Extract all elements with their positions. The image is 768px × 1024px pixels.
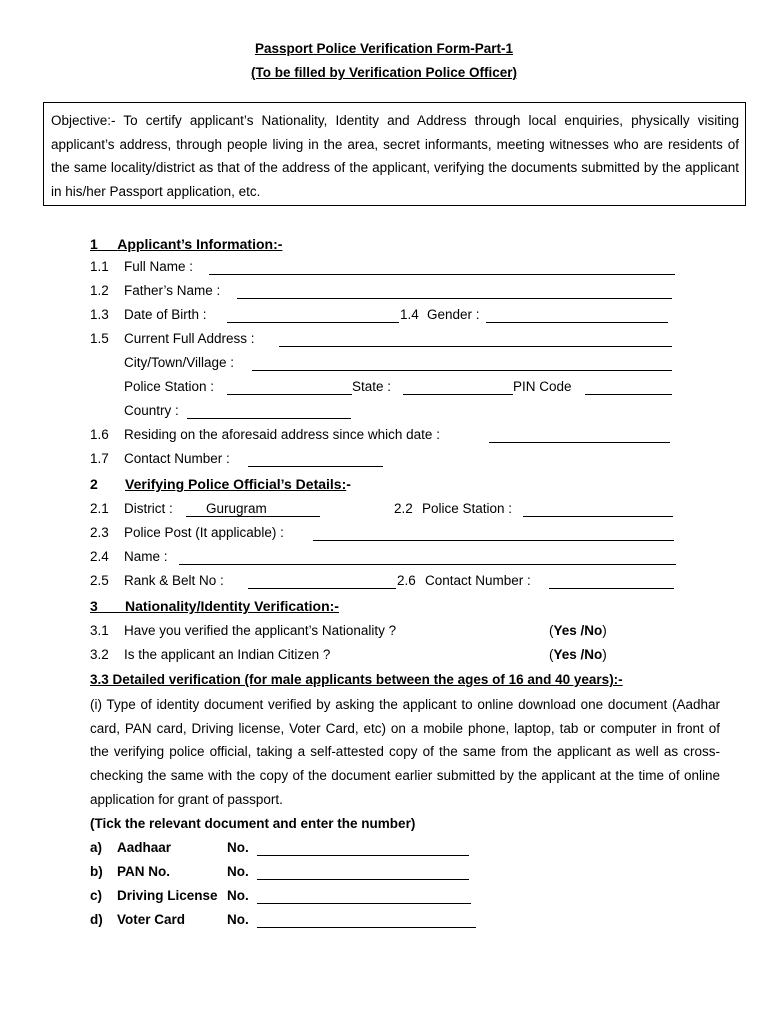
full-name-label: Full Name : (124, 259, 194, 274)
state-label: State : (352, 379, 392, 394)
police-station-label: Police Station : (124, 379, 215, 394)
pin-code-input-line[interactable] (585, 394, 672, 395)
district-value: Gurugram (206, 501, 267, 516)
field-num-2-1: 2.1 (90, 501, 109, 516)
tick-note: (Tick the relevant document and enter the number) (90, 816, 416, 831)
section-1-number: 1 (90, 236, 98, 252)
officer-contact-input-line[interactable] (549, 588, 674, 589)
pan-number-input-line[interactable] (257, 879, 469, 880)
officer-name-label: Name : (124, 549, 168, 564)
officer-name-input-line[interactable] (179, 564, 676, 565)
nationality-verified-answer[interactable]: (Yes /No) (549, 623, 607, 638)
section-3-heading (90, 598, 339, 614)
doc-no-label-driving-license: No. (227, 888, 249, 903)
form-subtitle: (To be filled by Verification Police Officer) (250, 65, 518, 80)
nationality-verified-question: Have you verified the applicant’s Nationality ? (124, 623, 397, 638)
section-2-number: 2 (90, 476, 98, 492)
city-input-line[interactable] (252, 370, 672, 371)
field-num-2-5: 2.5 (90, 573, 109, 588)
doc-name-driving-license[interactable]: Driving License (117, 888, 218, 903)
dob-label: Date of Birth : (124, 307, 207, 322)
field-num-1-1: 1.1 (90, 259, 109, 274)
state-input-line[interactable] (403, 394, 513, 395)
field-num-3-2: 3.2 (90, 647, 109, 662)
doc-no-label-aadhaar: No. (227, 840, 249, 855)
driving-license-number-input-line[interactable] (257, 903, 471, 904)
field-num-2-4: 2.4 (90, 549, 109, 564)
district-label: District : (124, 501, 173, 516)
form-title: Passport Police Verification Form-Part-1 (254, 41, 514, 56)
aadhaar-number-input-line[interactable] (257, 855, 469, 856)
officer-police-station-label: Police Station : (422, 501, 513, 516)
section-1-heading (90, 236, 282, 252)
field-num-1-6: 1.6 (90, 427, 109, 442)
doc-letter-b: b) (90, 864, 103, 879)
field-num-1-7: 1.7 (90, 451, 109, 466)
officer-police-station-input-line[interactable] (523, 516, 673, 517)
residing-since-label: Residing on the aforesaid address since which date : (124, 427, 440, 442)
residing-since-input-line[interactable] (489, 442, 670, 443)
police-station-input-line[interactable] (227, 394, 352, 395)
doc-name-pan[interactable]: PAN No. (117, 864, 170, 879)
city-label: City/Town/Village : (124, 355, 235, 370)
district-input-line[interactable] (186, 516, 320, 517)
field-num-1-5: 1.5 (90, 331, 109, 346)
section-2-title: Verifying Police Official’s Details: (125, 476, 347, 492)
section-3-number: 3 (90, 598, 98, 614)
field-num-3-1: 3.1 (90, 623, 109, 638)
address-label: Current Full Address : (124, 331, 255, 346)
police-post-input-line[interactable] (313, 540, 674, 541)
detailed-verification-title: 3.3 Detailed verification (for male applicants between the ages of 16 and 40 years):- (90, 672, 623, 687)
country-input-line[interactable] (187, 418, 351, 419)
doc-name-voter-card[interactable]: Voter Card (117, 912, 186, 927)
doc-no-label-voter-card: No. (227, 912, 249, 927)
section-3-title: Nationality/Identity Verification:- (125, 598, 339, 614)
objective-box (43, 102, 746, 206)
father-name-label: Father’s Name : (124, 283, 221, 298)
doc-letter-a: a) (90, 840, 103, 855)
field-num-2-6: 2.6 (397, 573, 416, 588)
gender-label: Gender : (427, 307, 480, 322)
rank-belt-label: Rank & Belt No : (124, 573, 224, 588)
father-name-input-line[interactable] (237, 298, 672, 299)
detailed-verification-text: (i) Type of identity document verified by asking the applicant to online download one document (Aadhar card, PAN card, Driving license, Voter Card, etc) on a mobile phone, laptop, tab or computer in front of the verifying police official, taking a self-attested copy of the same from the applicant as well as cross-checking the same with the copy of the document earlier submitted by the applicant at the time of online application for grant of passport. (90, 697, 720, 807)
section-1-title: Applicant’s Information:- (117, 236, 283, 252)
objective-text: Objective:- To certify applicant’s Nationality, Identity and Address through local enquiries, physically visiting applicant’s address, through people living in the area, secret informants, meeting witnesses who are residents of the same locality/district as that of the address of the applicant, verifying the documents submitted by the applicant in his/her Passport application, etc. (51, 113, 739, 200)
doc-name-aadhaar[interactable]: Aadhaar (117, 840, 172, 855)
officer-contact-label: Contact Number : (425, 573, 531, 588)
dob-input-line[interactable] (227, 322, 399, 323)
contact-number-input-line[interactable] (248, 466, 383, 467)
country-label: Country : (124, 403, 179, 418)
field-num-2-3: 2.3 (90, 525, 109, 540)
field-num-2-2: 2.2 (394, 501, 413, 516)
voter-card-number-input-line[interactable] (257, 927, 476, 928)
gender-input-line[interactable] (486, 322, 668, 323)
police-post-label: Police Post (It applicable) : (124, 525, 284, 540)
field-num-1-4: 1.4 (400, 307, 419, 322)
field-num-1-2: 1.2 (90, 283, 109, 298)
field-num-1-3: 1.3 (90, 307, 109, 322)
pin-code-label: PIN Code (513, 379, 572, 394)
section-2-heading: 2 Verifying Police Official’s Details:- (90, 476, 351, 492)
indian-citizen-answer[interactable]: (Yes /No) (549, 647, 607, 662)
doc-letter-c: c) (90, 888, 103, 903)
full-name-input-line[interactable] (209, 274, 675, 275)
doc-no-label-pan: No. (227, 864, 249, 879)
doc-letter-d: d) (90, 912, 103, 927)
rank-belt-input-line[interactable] (248, 588, 396, 589)
address-input-line[interactable] (279, 346, 672, 347)
indian-citizen-question: Is the applicant an Indian Citizen ? (124, 647, 331, 662)
contact-number-label: Contact Number : (124, 451, 230, 466)
